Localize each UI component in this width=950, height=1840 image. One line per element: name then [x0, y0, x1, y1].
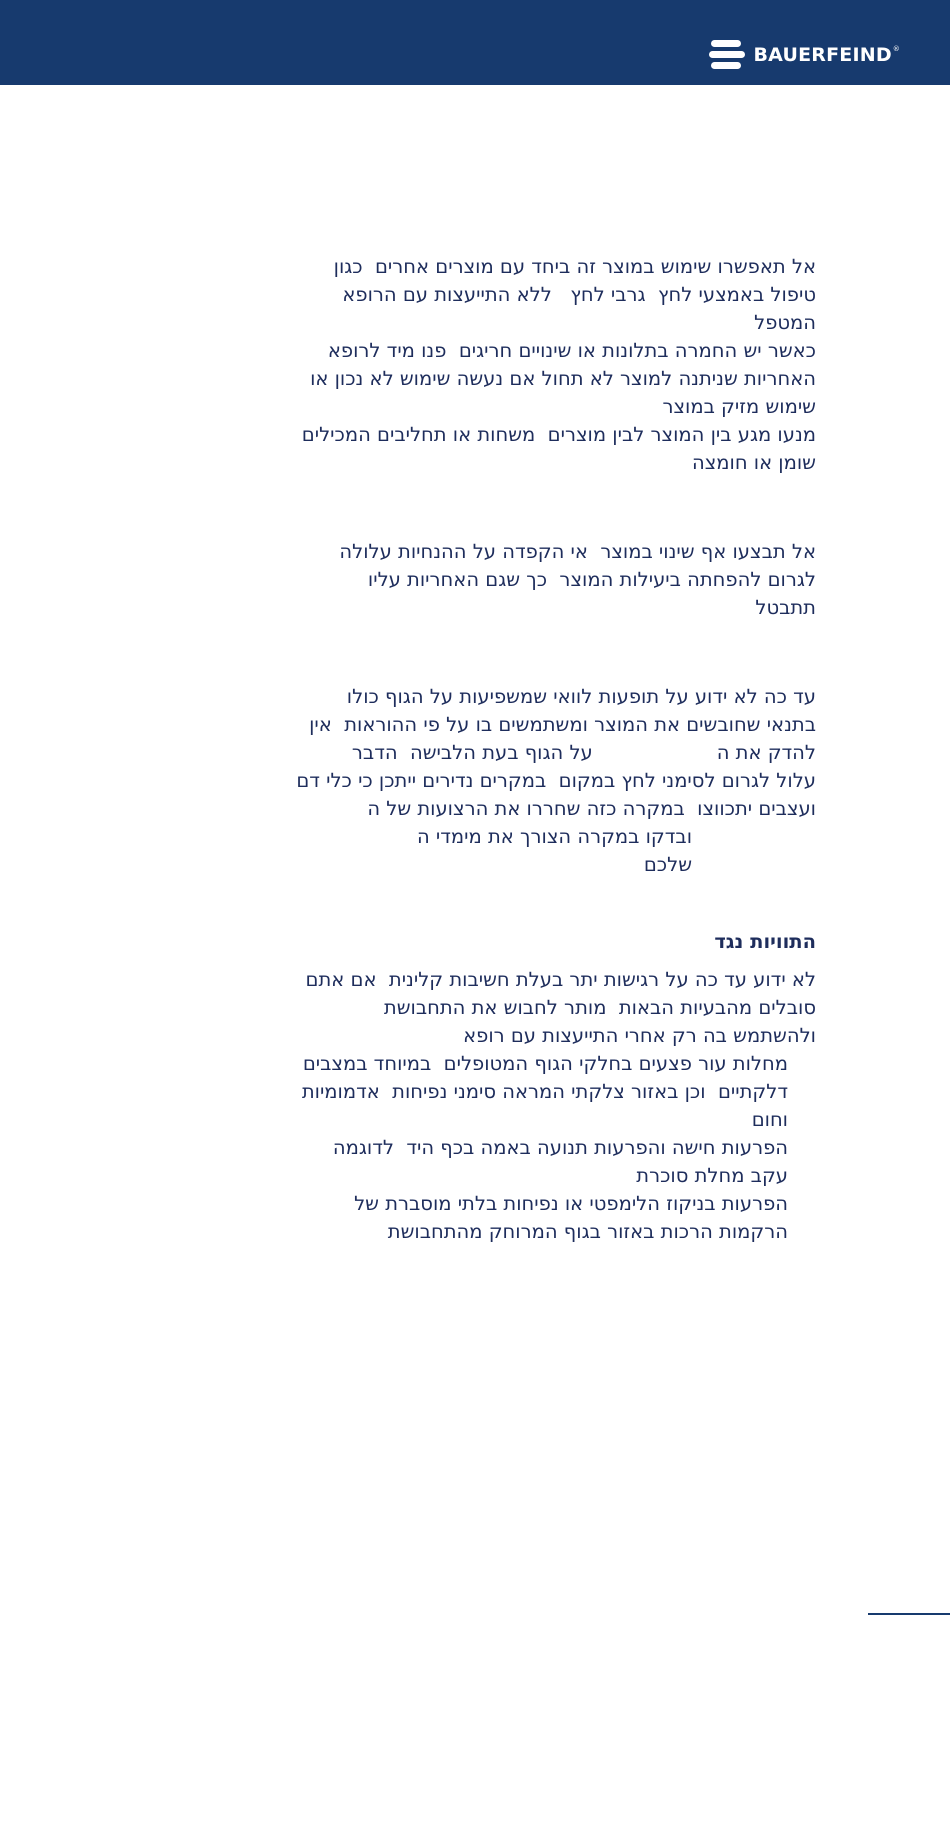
brand-logo: [709, 39, 900, 71]
contraindication-item: הפרעות חישה והפרעות תנועה באמה בכף היד לדוגמה עקב מחלת סוכרת: [332, 1136, 788, 1187]
warning-paragraph-modification: אל תבצעו אף שינוי במוצר אי הקפדה על ההנחיות עלולה לגרום להפחתה ביעילות המוצר כך שגם האחריות עליו תתבטל: [339, 540, 816, 619]
brand-name: [753, 43, 900, 66]
contraindication-item: הפרעות בניקוז הלימפטי או נפיחות בלתי מוסברת של הרקמות הרכות באזור בגוף המרוחק מהתחבושת: [354, 1192, 788, 1243]
contraindications-heading: התוויות נגד: [714, 930, 816, 953]
bauerfeind-logo-mark-icon: [709, 39, 747, 71]
header-bar: [0, 0, 950, 85]
document-body: [230, 253, 816, 1246]
warning-paragraph-side-effects: עד כה לא ידוע על תופעות לוואי שמשפיעות על הגוף כולו בתנאי שחובשים את המוצר ומשתמשים בו על פי ההוראות אין להדק את ה על הגוף בעת הלבישה הדבר עלול לגרום לסימני לחץ במקום במקרים נדירים ייתכן כי כלי דם ועצבים יתכווצו במקרה כזה שחררו את הרצועות של ה ובדקו במקרה הצורך את מימדי ה שלכם: [296, 685, 816, 876]
registered-mark: ®: [892, 44, 900, 53]
contraindication-item: מחלות עור פצעים בחלקי הגוף המטופלים במיוחד במצבים דלקתיים וכן באזור צלקתי המראה סימני נפיחות אדמומיות וחום: [301, 1052, 788, 1131]
contraindications-list: [230, 1050, 816, 1246]
warning-paragraph-usage: אל תאפשרו שימוש במוצר זה ביחד עם מוצרים אחרים כגון טיפול באמצעי לחץ גרבי לחץ ללא התייעצות עם הרופא המטפל כאשר יש החמרה בתלונות או שינויים חריגים פנו מיד לרופא האחריות שניתנה למוצר לא תחול אם נעשה שימוש לא נכון או שימוש מזיק במוצר מנעו מגע בין המוצר לבין מוצרים משחות או תחליבים המכילים שומן או חומצה: [301, 255, 816, 474]
contraindications-intro: לא ידוע עד כה על רגישות יתר בעלת חשיבות קלינית אם אתם סובלים מהבעיות הבאות מותר לחבוש את התחבושת ולהשתמש בה רק אחרי התייעצות עם רופא: [305, 968, 816, 1047]
brand-name-text: BAUERFEIND: [753, 43, 892, 66]
footer-divider: [868, 1613, 950, 1615]
